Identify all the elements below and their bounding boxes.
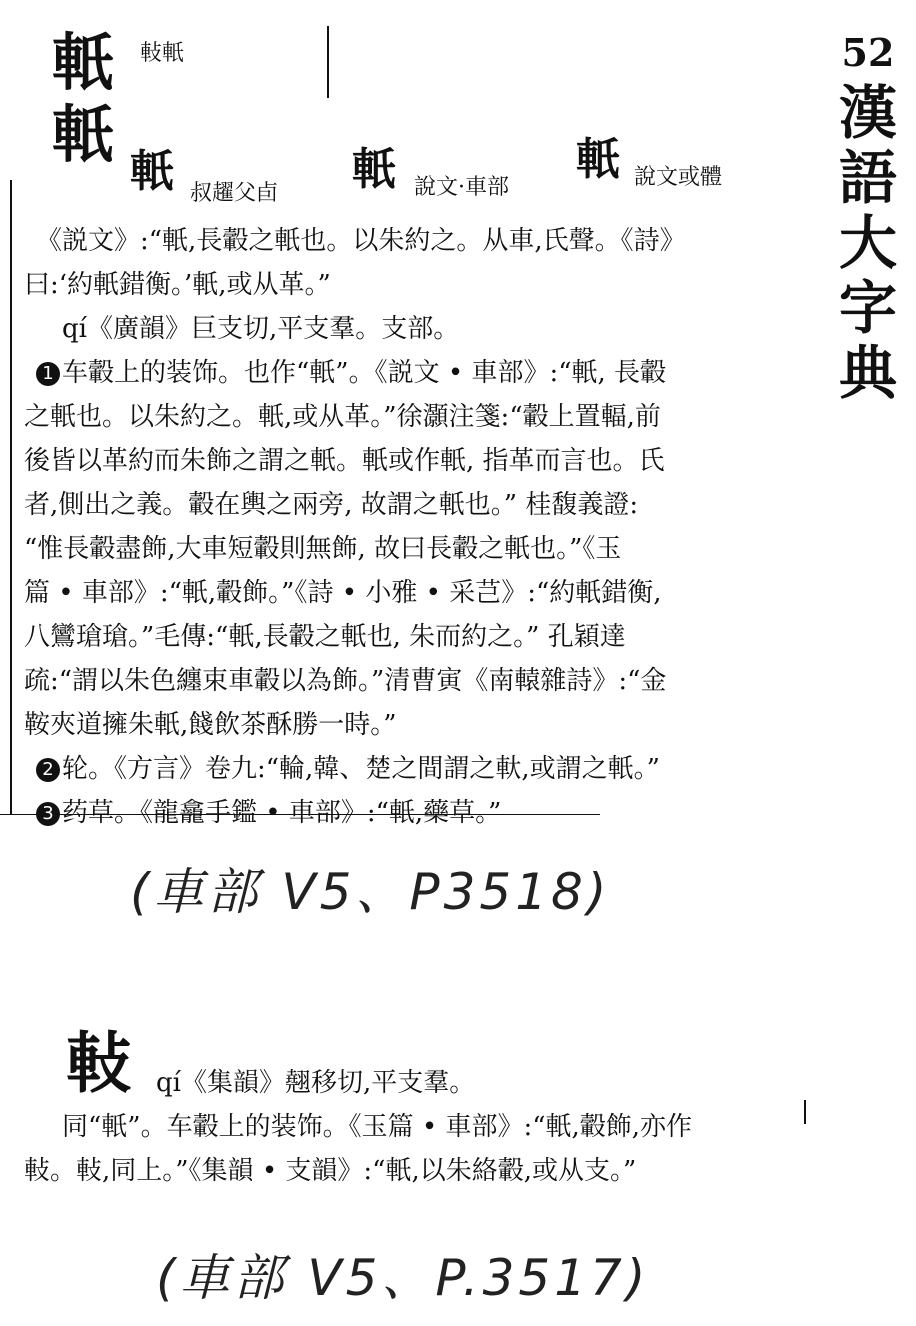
text-line: 《説文》:“軝,長轂之軝也。以朱約之。从車,氏聲。《詩》 bbox=[36, 226, 686, 256]
title-char: 語 bbox=[838, 143, 897, 212]
seal-form-label: 叔趯父卣 bbox=[190, 181, 279, 206]
text-line: 药草。《龍龕手鑑 • 車部》:“軝,藥草。” bbox=[62, 798, 502, 828]
sense-marker: 3 bbox=[36, 802, 60, 826]
text-line: 八鸞瑲瑲。”毛傳:“軝,長轂之軝也, 朱而約之。” 孔穎達 bbox=[24, 622, 626, 652]
seal-form: 軝 bbox=[352, 144, 396, 195]
margin-mark bbox=[804, 1100, 806, 1124]
text-line: “惟長轂盡飾,大車短轂則無飾, 故曰長轂之軝也。”《玉 bbox=[24, 534, 622, 564]
sense-line bbox=[36, 360, 666, 386]
seal-form: 軝 bbox=[576, 134, 620, 185]
text-line: 篇 • 車部》:“軝,轂飾。”《詩 • 小雅 • 采芑》:“約軝錯衡, bbox=[24, 578, 662, 608]
head-character-variant: 軝 bbox=[52, 98, 115, 171]
dictionary-title bbox=[836, 30, 900, 406]
variant-label: 軙軝 bbox=[140, 41, 185, 66]
title-char: 大 bbox=[838, 208, 897, 277]
text-line: 曰:‘約軝錯衡。’軝,或从革。” bbox=[24, 270, 331, 300]
text-line: 鞍夾道擁朱軝,餞飲茶酥勝一時。” bbox=[24, 710, 397, 740]
text-line: 者,側出之義。轂在輿之兩旁, 故謂之軝也。” 桂馥義證: bbox=[24, 490, 639, 520]
pronunciation-line: qí《廣韻》巨支切,平支羣。支部。 bbox=[62, 314, 460, 344]
seal-form: 軝 bbox=[130, 146, 174, 197]
seal-form-label: 說文·車部 bbox=[414, 175, 509, 200]
sense-line bbox=[36, 756, 660, 782]
text-line: 軙。軙,同上。”《集韻 • 支韻》:“軝,以朱絡轂,或从支。” bbox=[24, 1156, 637, 1186]
handwritten-reference: (車部 V5、P.3517) bbox=[156, 1249, 650, 1307]
text-line: 之軝也。以朱約之。軝,或从革。”徐灝注箋:“轂上置輻,前 bbox=[24, 402, 661, 432]
title-char: 典 bbox=[838, 338, 897, 407]
sense-marker: 2 bbox=[36, 758, 60, 782]
seal-form-label: 說文或體 bbox=[634, 165, 723, 190]
text-line: 同“軝”。车轂上的装饰。《玉篇 • 車部》:“軝,轂飾,亦作 bbox=[62, 1112, 693, 1142]
text-line: 後皆以革約而朱飾之謂之軝。軝或作軝, 指革而言也。氏 bbox=[24, 446, 665, 476]
text-line: 疏:“謂以朱色纏束車轂以為飾。”清曹寅《南轅雜詩》:“金 bbox=[24, 666, 667, 696]
text-line: 轮。《方言》卷九:“輪,韓、楚之間謂之軑,或謂之軝。” bbox=[62, 754, 660, 784]
column-divider bbox=[327, 26, 329, 98]
handwritten-reference: (車部 V5、P3518) bbox=[130, 863, 611, 921]
head-character: 軝 bbox=[52, 26, 115, 99]
pronunciation-line: qí《集韻》翹移切,平支羣。 bbox=[156, 1068, 476, 1098]
title-char: 漢 bbox=[838, 79, 897, 147]
text-line: 车轂上的装饰。也作“軝”。《説文 • 車部》:“軝, 長轂 bbox=[62, 358, 667, 388]
head-character: 軙 bbox=[66, 1024, 132, 1102]
sense-marker: 1 bbox=[36, 362, 60, 386]
title-char: 字 bbox=[838, 273, 897, 342]
page-number: 52 bbox=[841, 30, 895, 75]
sense-line bbox=[36, 800, 501, 826]
left-margin-rule bbox=[10, 180, 12, 815]
